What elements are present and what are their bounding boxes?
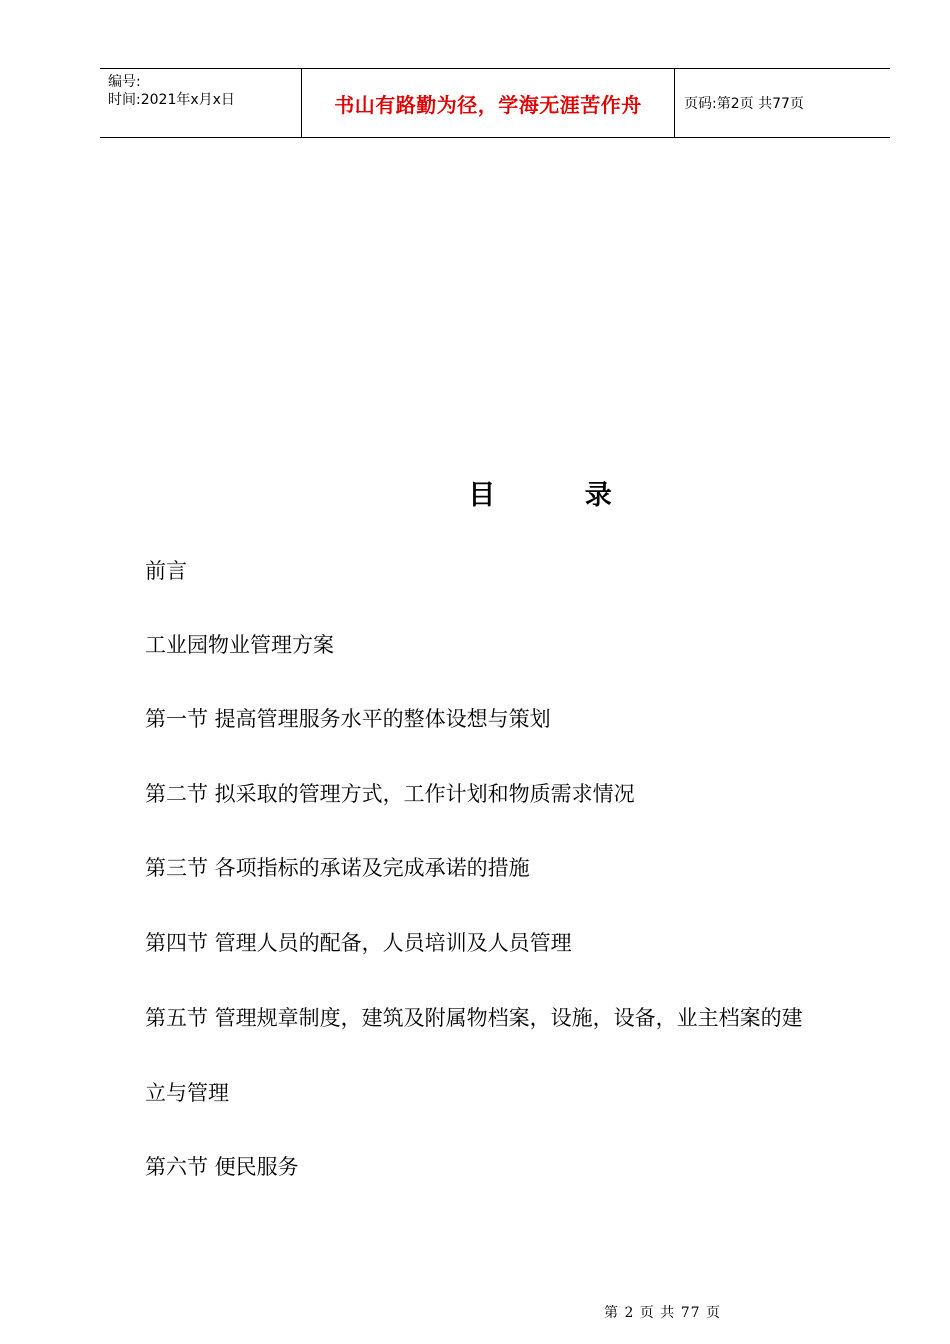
- toc-item-plan: 工业园物业管理方案: [145, 633, 334, 657]
- footer-page-number: 第 2 页 共 77 页: [604, 1305, 721, 1321]
- header-page-code: 页码:第2页 共77页: [684, 96, 804, 112]
- document-time-label: 时间:2021年x月x日: [108, 92, 235, 108]
- header-motto-cell: [302, 69, 675, 137]
- document-number-label: 编号:: [108, 74, 141, 90]
- toc-title-text: 目 录: [468, 480, 652, 511]
- header-motto: 书山有路勤为径，学海无涯苦作舟: [334, 92, 642, 117]
- toc-item-section-1: 第一节 提高管理服务水平的整体设想与策划: [145, 707, 551, 731]
- toc-item-section-6: 第六节 便民服务: [145, 1155, 299, 1179]
- toc-item-section-2: 第二节 拟采取的管理方式，工作计划和物质需求情况: [145, 782, 635, 806]
- toc-item-section-3: 第三节 各项指标的承诺及完成承诺的措施: [145, 856, 530, 880]
- toc-item-preface: 前言: [145, 559, 187, 583]
- toc-item-section-5-continued: 立与管理: [145, 1081, 229, 1105]
- toc-item-section-4: 第四节 管理人员的配备，人员培训及人员管理: [145, 931, 572, 955]
- page-header: [100, 68, 890, 138]
- toc-item-section-5: 第五节 管理规章制度，建筑及附属物档案，设施，设备，业主档案的建: [145, 1006, 803, 1030]
- header-meta-cell: [100, 69, 302, 137]
- toc-title: [0, 478, 950, 514]
